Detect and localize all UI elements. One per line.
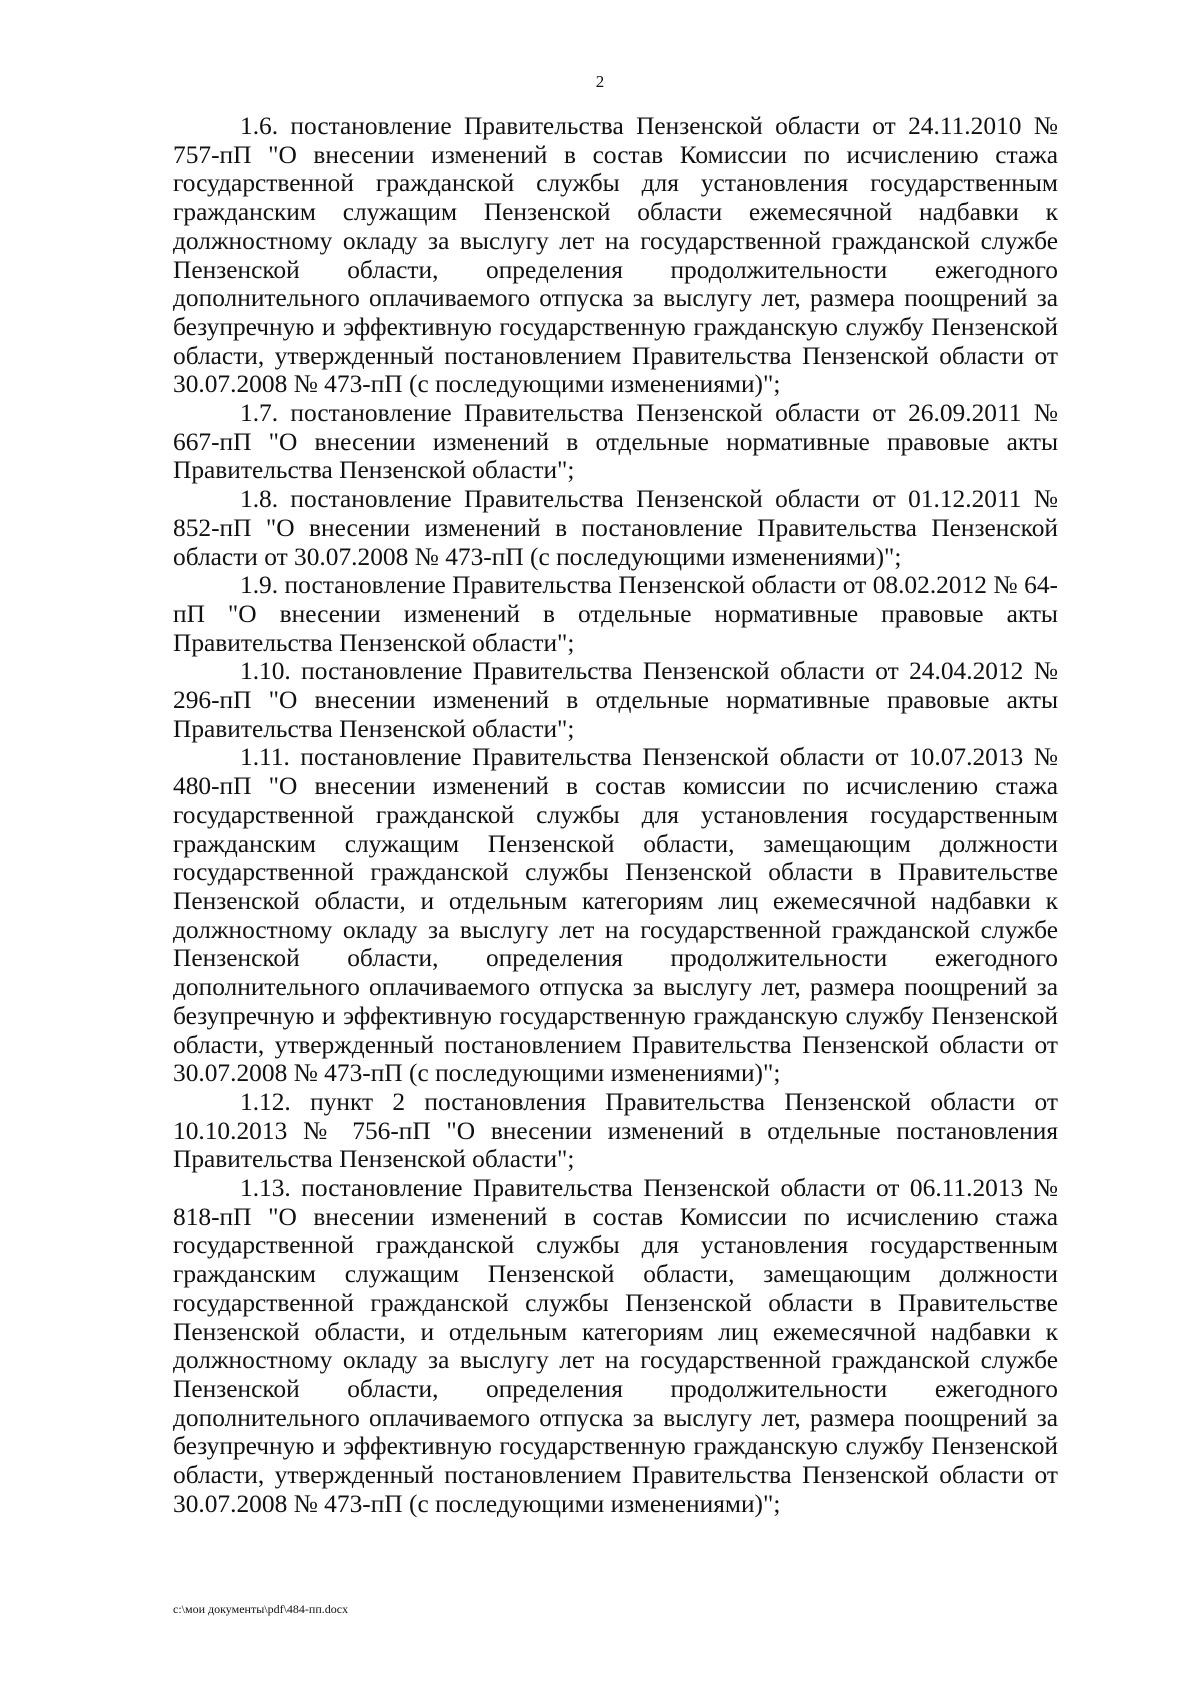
paragraph-1-8: 1.8. постановление Правительства Пензенской области от 01.12.2011 № 852-пП "О внесении изменений в постановление Правительства Пензенской области от 30.07.2008 № 473-пП (с последующими изменениями)"; [173, 485, 1058, 571]
paragraph-1-6: 1.6. постановление Правительства Пензенской области от 24.11.2010 № 757-пП "О внесении изменений в состав Комиссии по исчислению стажа государственной гражданской службы для установления государственным гражданским служащим Пензенской области ежемесячной надбавки к должностному окладу за выслугу лет на государственной гражданской службе Пензенской области, определения продолжительности ежегодного дополнительного оплачиваемого отпуска за выслугу лет, размера поощрений за безупречную и эффективную государственную гражданскую службу Пензенской области, утвержденный постановлением Правительства Пензенской области от 30.07.2008 № 473-пП (с последующими изменениями)"; [173, 112, 1058, 399]
paragraph-1-13: 1.13. постановление Правительства Пензенской области от 06.11.2013 № 818-пП "О внесении изменений в состав Комиссии по исчислению стажа государственной гражданской службы для установления государственным гражданским служащим Пензенской области, замещающим должности государственной гражданской службы Пензенской области в Правительстве Пензенской области, и отдельным категориям лиц ежемесячной надбавки к должностному окладу за выслугу лет на государственной гражданской службе Пензенской области, определения продолжительности ежегодного дополнительного оплачиваемого отпуска за выслугу лет, размера поощрений за безупречную и эффективную государственную гражданскую службу Пензенской области, утвержденный постановлением Правительства Пензенской области от 30.07.2008 № 473-пП (с последующими изменениями)"; [173, 1174, 1058, 1518]
page-number: 2 [595, 72, 605, 91]
paragraph-1-9: 1.9. постановление Правительства Пензенской области от 08.02.2012 № 64-пП "О внесении изменений в отдельные нормативные правовые акты Правительства Пензенской области"; [173, 571, 1058, 657]
file-path-footer: c:\мои документы\pdf\484-пп.docx [173, 1602, 349, 1616]
paragraph-1-7: 1.7. постановление Правительства Пензенской области от 26.09.2011 № 667-пП "О внесении изменений в отдельные нормативные правовые акты Правительства Пензенской области"; [173, 399, 1058, 485]
paragraph-1-12: 1.12. пункт 2 постановления Правительства Пензенской области от 10.10.2013 № 756-пП "О внесении изменений в отдельные постановления Правительства Пензенской области"; [173, 1087, 1058, 1174]
paragraph-1-10: 1.10. постановление Правительства Пензенской области от 24.04.2012 № 296-пП "О внесении изменений в отдельные нормативные правовые акты Правительства Пензенской области"; [173, 657, 1058, 743]
paragraph-1-11: 1.11. постановление Правительства Пензенской области от 10.07.2013 № 480-пП "О внесении изменений в состав комиссии по исчислению стажа государственной гражданской службы для установления государственным гражданским служащим Пензенской области, замещающим должности государственной гражданской службы Пензенской области в Правительстве Пензенской области, и отдельным категориям лиц ежемесячной надбавки к должностному окладу за выслугу лет на государственной гражданской службе Пензенской области, определения продолжительности ежегодного дополнительного оплачиваемого отпуска за выслугу лет, размера поощрений за безупречную и эффективную государственную гражданскую службу Пензенской области, утвержденный постановлением Правительства Пензенской области от 30.07.2008 № 473-пП (с последующими изменениями)"; [173, 743, 1058, 1088]
document-body [173, 112, 1058, 1518]
